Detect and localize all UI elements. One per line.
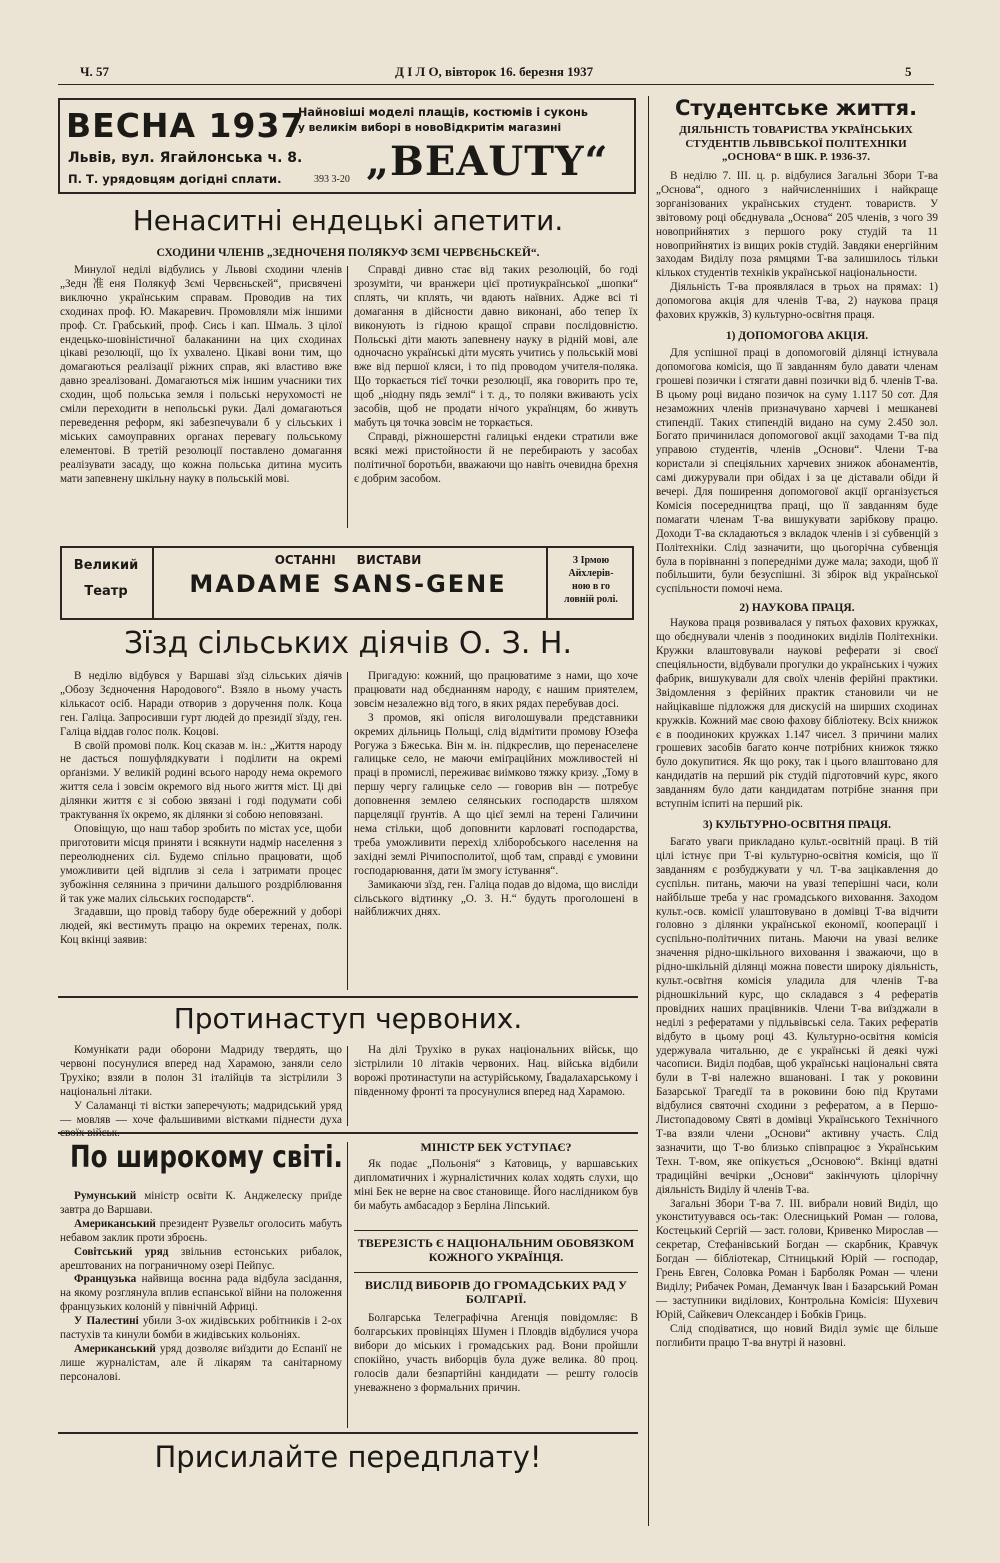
article-2-col-2-para-1: Пригадую: кожний, що працюватиме з нами, що хоче працювати над обєднанням народу, є нашим приятелем, зовсім незалежно від того, в яких рядах перебував досі. [354, 670, 638, 710]
theatre-right [550, 554, 632, 614]
masthead-date: Д І Л О, вівторок 16. березня 1937 [395, 64, 594, 79]
ad-address: Львів, вул. Ягайлонська ч. 8. [68, 150, 303, 166]
world-news-item [60, 1343, 342, 1385]
world-news-text: звільнив естонських рибалок, арештованих на пограничному озері Пейпус. [60, 1245, 342, 1272]
ad-title: ВЕСНА 1937 [66, 106, 305, 145]
article-2-title: Зїзд сільських діячів О. З. Н. [123, 626, 573, 661]
theatre-right-2: Айхлерів- [568, 568, 614, 579]
article-4-body [60, 1190, 342, 1430]
world-news-lead: Французька [74, 1273, 137, 1286]
article-6-title: ВИСЛІД ВИБОРІВ ДО ГРОМАДСЬКИХ РАД У БОЛГАРІЇ. [365, 1278, 627, 1306]
theatre-right-4: ловній ролі. [564, 594, 618, 605]
world-news-lead: Совітський уряд [74, 1245, 169, 1258]
article-1-col-1: Минулої неділі відбулись у Львові сходини членів „Зедн准еня Полякуф Зємі Червєньскей“, присвячені виключно українським справам. Проводив на тих сходинах проф. Ю. Макаревич. Промовляли між іншими проф. Ст. Грабський, проф. Сись і кап. Шмаль. З цілої ендецько-шовіністичної балаканини на цих сходинах цікаві резолюції, що їх ухвалено. Цікаві вони тим, що домагаються реалізації ріжних справ, які властиво вже давно зреалізовані. Домагаються між іншим учасники тих сходин, щоб польська земля і польські нерухомості не сміли переходити в непольські руки. Далі домагаються переведення реформ, які забезпечували б у сільських і міських самоуправних органах перевагу польському елементові. В третій резолюції поставлено домагання реалізувати засаду, що кожна польська дитина мусить мати запевнену шкільну науку в польській мові. [60, 264, 342, 485]
world-news-lead: Американський [74, 1217, 156, 1230]
issue-number: Ч. 57 [80, 64, 110, 79]
article-4-title: По широкому світі. [70, 1140, 343, 1175]
world-news-text: президент Рузвельт оголосить мабуть небавом заклик проти зброєнь. [60, 1217, 342, 1244]
student-section-2-text: Наукова праця розвивалася у пятьох фахових кружках, що обєднували членів з поодиноких виділів Політехніки. Кружки влаштовували наукові реферати зі своєї спеціяльности, відбували прогулки до українських і чужих фабрик, вишукували для своїх членів ферійні практики. Звідомлення з ферійних практик становили чи не найцікавіше підложжя для дискусій на ширших сходинах кружків. Кожний має свою фахову бібліотеку. Всіх книжок є в поодиноких кружках 1.147 чисел. З причини малих грошевих засобів багато конче потрібних книжок тяжко було докупитися. Як що року, так і цього влаштовано для кандидатів на перший рік студій підготовчий курс, якого завданням було дати кандидатам потрібне знання при вступнім іспиті на перший рік. [656, 617, 938, 811]
theatre-advertisement [60, 546, 634, 620]
article-1-col-2 [354, 264, 638, 528]
world-news-lead: У Палестині [74, 1315, 139, 1328]
ad-code: 393 3-20 [314, 174, 350, 185]
student-section-3-text: Багато уваги прикладано культ.-освітній праці. В тій цілі істнує при Т-ві культурно-освітня комісія, що її завданням є розбуджувати у чл. Т-ва зацікавлення до суспільн. питань, маючи на увазі теперішні часи, коли найбільше треба у нас громадського виховання. Заходом культ.-осв. комісії улаштовувано в домівці Т-ва відчити головно з ділянки української економії, кооперації і суспільно-політичних питань. Маючи на увазі велике значення рідно-шкільного виховання і зважаючи, що в рідно-шкільній ділянці можна повести широку діяльність, культ.-освітня комісія уладила для членів Т-ва рідношкільний курс, що складався з 4 рефератів провідних наших працівників. Члени Т-ва виїзджали в неділі з рефератами у підльвівські села. Таких рефератів відбуто в цьому році 43. Культурно-освітня комісія удержувала читальню, де є українські й деякі чужі часописи. Виділ подбав, щоб українські національні свята були в Т-ві належно вшановані. І так у роковини Базарської Трагедії та в роковини бою під Крутами відбулися святочні сходини з рефератом, а в Першо-Листопадовому Святі в домівці Українського Технічного Т-ва взяли члени „Основи“ активну участь. Слід зазначити, що Т-во близько співпрацює з Українським Техн. Т-вом, яке опікується „Основою“. Вкінці вдатні традиційні вечірки „Основи“ закінчують цілорічну діяльність Виділу й членів Т-ва. [656, 835, 938, 1196]
student-section-2-heading: 2) НАУКОВА ПРАЦЯ. [739, 602, 855, 615]
student-life-body [656, 170, 938, 1526]
student-life-subtitle: ДІЯЛЬНІСТЬ ТОВАРИСТВА УКРАЇНСЬКИХ СТУДЕНТІВ ЛЬВІВСЬКОЇ ПОЛІТЕХНІКИ „ОСНОВА“ В ШК. Р. 1936-37. [679, 124, 913, 163]
theatre-left-2: Театр [84, 584, 128, 599]
student-section-5-text: Слід сподіватися, що новий Виділ зуміє ще більше поглибити працю Т-ва внутрі й назовні. [656, 1322, 938, 1349]
student-life-title: Студентське життя. [674, 96, 918, 120]
world-news-text: убили 3-ох жидівських робітників і 2-ох пастухів та кинули бомби в жидівських кольоніях. [60, 1315, 342, 1342]
page-header [60, 62, 940, 84]
student-section-3-heading: 3) КУЛЬТУРНО-ОСВІТНЯ ПРАЦЯ. [703, 818, 891, 831]
article-3-col-1-para-2: У Саламанці ті вістки заперечують; мадридський уряд — мовляв — хоче фальшивими вістками піднести духа [60, 1099, 342, 1126]
theatre-right-3: ною в го [571, 581, 611, 592]
world-news-text: міністр освіти К. Анджелеску приїде завтра до Варшави. [60, 1190, 342, 1216]
article-2-col-2-para-2: З промов, які опісля виголошували представники окремих дільниць Польщі, слід відмітити промову Юзефа Рогужа з Бжеська. Він м. ін. підкреслив, що перенаселене галицьке село, не маючи еміґраційних можливостей ні праці в промислі, переживає виімково тяжку кризу. „Тому в першу чергу галицьке село — говорив він — потребує доповнення землею селянських господарств шляхом парцеляції ґрунтів. А що цієї землі на терені Галичини нема стільки, щоб доповнити карловаті господарства, треба уможливити перехід хліборобського населення на західні землі Річипосполитої, щоб там, справді є умовини господарювання, дати їм змогу істування“. [354, 711, 638, 877]
world-news-text: уряд дозволяє виїздити до Еспанії не лише журналістам, але й лікарям та санітарному персоналові. [60, 1342, 342, 1383]
world-news-item [60, 1246, 342, 1274]
student-section-4-text: Загальні Збори Т-ва 7. ІІІ. вибрали новий Виділ, що уконституувався ось-так: Олесницький Роман — голова, Костецький Сергій — заст. голови, Кривенко Мирослав — секретар, Стефанівський Богдан — скарбник, Кравчук Богдан — бібліотекар, Сітницький Юрій — господар, Грень Евген, Соловка Роман і Барболяк Роман — члени Виділу; Рибачек Роман, Деманчук Іван і Базарський Роман — заступники видiлових, Контрольна Комісія: Шухевич Юрій, Сайкевич Олександер і Бобків Гриць. [656, 1197, 938, 1321]
world-news-item [60, 1273, 342, 1315]
student-section-1-heading: 1) ДОПОМОГОВА АКЦІЯ. [725, 329, 869, 342]
student-section-1-text: Для успішної праці в допомоговій ділянці істнувала допомогова комісія, що її завданням було давати членам грошеві позички і стягати давні позички від б. членів Т-ва. В цьому році видано позичок на суму 1.117 50 сот. Для незаможних членів призначувано харчеві і мешканеві стипендії. Таких стипендій видано на суму 2.450 зол. Богато причинилася допомогової акції заходами Т-ва під управою студентів, членів „Основи“. Члени Т-ва користали зі спеціяльних харчевих знижок абонаментів, самі дижурували при обідах і за це діставали обіди й вечері. Для поширення допомогової акції організується Комісія посередництва праці, що її завданням буде помагати членам Т-ва вишукувати зарібкову працю. Доходи Т-ва складаються з вкладок членів і зі субвенцій з Політехніки. Слід зазначити, що цьогорічна субвенція була в порівнанні з попередніми дуже мала; заходи, щоб її побільшити, були безуспішні. Зі збірок від української суспільности помочі нема. [656, 346, 938, 596]
article-5-title: МІНІСТР БЕК УСТУПАЄ? [420, 1140, 572, 1154]
world-news-lead: Американський [74, 1342, 156, 1355]
ad-terms: П. Т. урядовцям догідні сплати. [68, 172, 282, 186]
article-3-col-1-para-1: Комунікати ради оборони Мадриду твердять, що червоні посунулися вперед над Харамою, заняли село Трухіко; взяли в полон 31 італійців та зістрілили 3 національні літаки. [60, 1044, 342, 1098]
article-2-col-1-para-4: Згадавши, що провід табору буде обережний у доборі людей, які вестимуть працю на окремих теренах, полк. Коц вкінці заявив: [60, 906, 342, 947]
world-news-lead: Румунський [74, 1190, 137, 1202]
beauty-advertisement [58, 98, 636, 194]
world-news-text: найвища воєнна рада відбула засідання, на якому розглянула вплив еспанської війни на положення французьких колоній у північній Африці. [60, 1273, 342, 1314]
article-5-body: Як подає „Польонія“ з Катовиць, у варшавських дипломатичних і журналістичних колах ходять слухи, що міні Бек не верне на своє становище. Його наслідником був би мабуть амбасадор з Берліна Ліпський. [354, 1158, 638, 1212]
article-1-title: Ненаситні ендецькі апетити. [132, 204, 564, 237]
article-2-col-1 [60, 670, 342, 992]
ad-line-2: у великім виборі в новоВідкритім магазині [298, 122, 562, 134]
student-intro-2: Діяльність Т-ва проявлялася в трьох на прямах: 1) допомогова акція для членів Т-ва, 2) наукова праця фахових кружків, 3) культурно-освітня праця. [656, 281, 938, 322]
subscribe-banner: Присилайте передплату! [154, 1440, 542, 1474]
article-3-col-2: На ділі Трухіко в руках національних військ, що зістрілили 10 літаків червоних. Нац. війська відбили ворожі протинаступи на астурійському, Ґвадалахарському і південному фронті та просунулися вперед над Харамою. [354, 1044, 638, 1098]
theatre-right-1: З Ірмою [572, 555, 610, 566]
article-2-col-2 [354, 670, 638, 992]
theatre-top: ОСТАННІ ВИСТАВИ [274, 553, 422, 567]
article-2-col-1-para-2: В своїй промові полк. Коц сказав м. ін.: „Життя народу не дасться пошуфлядкувати і поділити на окремі орґанізми. У великій родині всього народу нема окремого життя села і зовсім окремого від нього життя міст. Ці дві ділянки життя є зі собою звязані і годі подумати собі трактування їх окремо, як ділянки зі собою неповязані. [60, 739, 342, 822]
theatre-title: MADAME SANS-GENE [189, 570, 507, 598]
page-number: 5 [905, 64, 912, 79]
world-news-item [60, 1218, 342, 1246]
article-3-title: Протинаступ червоних. [173, 1002, 523, 1035]
article-3-col-1 [60, 1044, 342, 1128]
temperance-slogan: ТВЕРЕЗІСТЬ Є НАЦІОНАЛЬНИМ ОБОВЯЗКОМ КОЖНОГО УКРАЇНЦЯ. [357, 1236, 635, 1264]
article-2-col-1-para-3: Оповіщую, що наш табор зробить по містах усе, щоби приготовити місця приняти і всякнути надмір населення з переолюднених сіл. Будемо спільно працювати, щоб уможливити цей відплив зі села і затримати процес зубожіння селянина з причини дальшого роздріблювання й так уже малих сільських господарств“. [60, 822, 342, 905]
ad-brand: „BEAUTY“ [366, 138, 609, 185]
world-news-item [60, 1315, 342, 1343]
ad-line-1: Найновіші моделі плащів, костюмів і суконь [298, 106, 588, 119]
article-1-col-2-para-1: Справді дивно стає від таких резолюцій, бо годі зрозуміти, чи вранжери цієї протиукраїнської „шопки“ сплять, чи кплять, чи вдають наївних. Адже всі ті домагання в дійсности давно виконані, або тепер їх виконують із гідною кращої справи послідовністю. Польські діти мають запевнену науку в рідній мові, але одночасно українські діти мусять учитись у польській мові вже від першої кляси, і то під проводом учителя-поляка. Що торкається тієї точки резолюції, яка говорить про те, щоб „ніодну пядь землі“ і т. д., то поляки вживають усіх засобів, щоб не продати нічого українцям, бо живуть мабуть ця точка зовсім не торкається. [354, 264, 638, 429]
world-news-item [60, 1190, 342, 1218]
article-1-col-2-para-2: Справді, ріжношерстні галицькі ендеки стратили вже всякі межі пристойности й не перебирають у засобах політичної боротьби, вважаючи що навіть очевидна брехня є добрим засобом. [354, 430, 638, 485]
article-2-col-2-para-3: Замикаючи зїзд, ген. Галіца подав до відома, що висліди сільського відтинку „О. З. Н.“ будуть проголошені в найближчих днях. [354, 878, 638, 919]
article-6-body: Болгарська Телеграфічна Агенція повідомляє: В болгарських провінціях Шумен і Пловдів відбулися учора вибори до міських і громадських рад. Вони пройшли спокійно, участь виборців була дуже велика. 80 проц. голосів дали безпартійні кандидати — решту голосів уневажнено з формальних причин. [354, 1312, 638, 1394]
student-intro: В неділю 7. ІІІ. ц. р. відбулися Загальні Збори Т-ва „Основа“, одного з найчисленніших і найкраще зорганізованих українських студент. товариств. У звітовому році обєднувала „Основа“ 205 членів, з чого 39 новоприйнятих з першого року студій та 11 новоприйнятих із вищих років студій. Завдяки енергійним заходам Виділу поза рямцями Т-ва залишилось тільки кількох студентів техніків української національности. [656, 170, 938, 280]
article-1-subtitle: СХОДИНИ ЧЛЕНІВ „ЗЕДНОЧЕНЯ ПОЛЯКУФ ЗЄМІ ЧЕРВЄНЬСКЕЙ“. [156, 247, 540, 259]
article-2-col-1-para-1: В неділю відбувся у Варшаві зїзд сільських діячів „Обозу Зєдночення Народового“. Взяло в ньому участь кількасот осіб. Наради отворив з доручення полк. Коца ген. Галіца. Запросивши гурт людей до президії зїзду, ген. Галіца віддав голос полк. Коцові. [60, 670, 342, 738]
theatre-left-1: Великий [73, 558, 139, 573]
